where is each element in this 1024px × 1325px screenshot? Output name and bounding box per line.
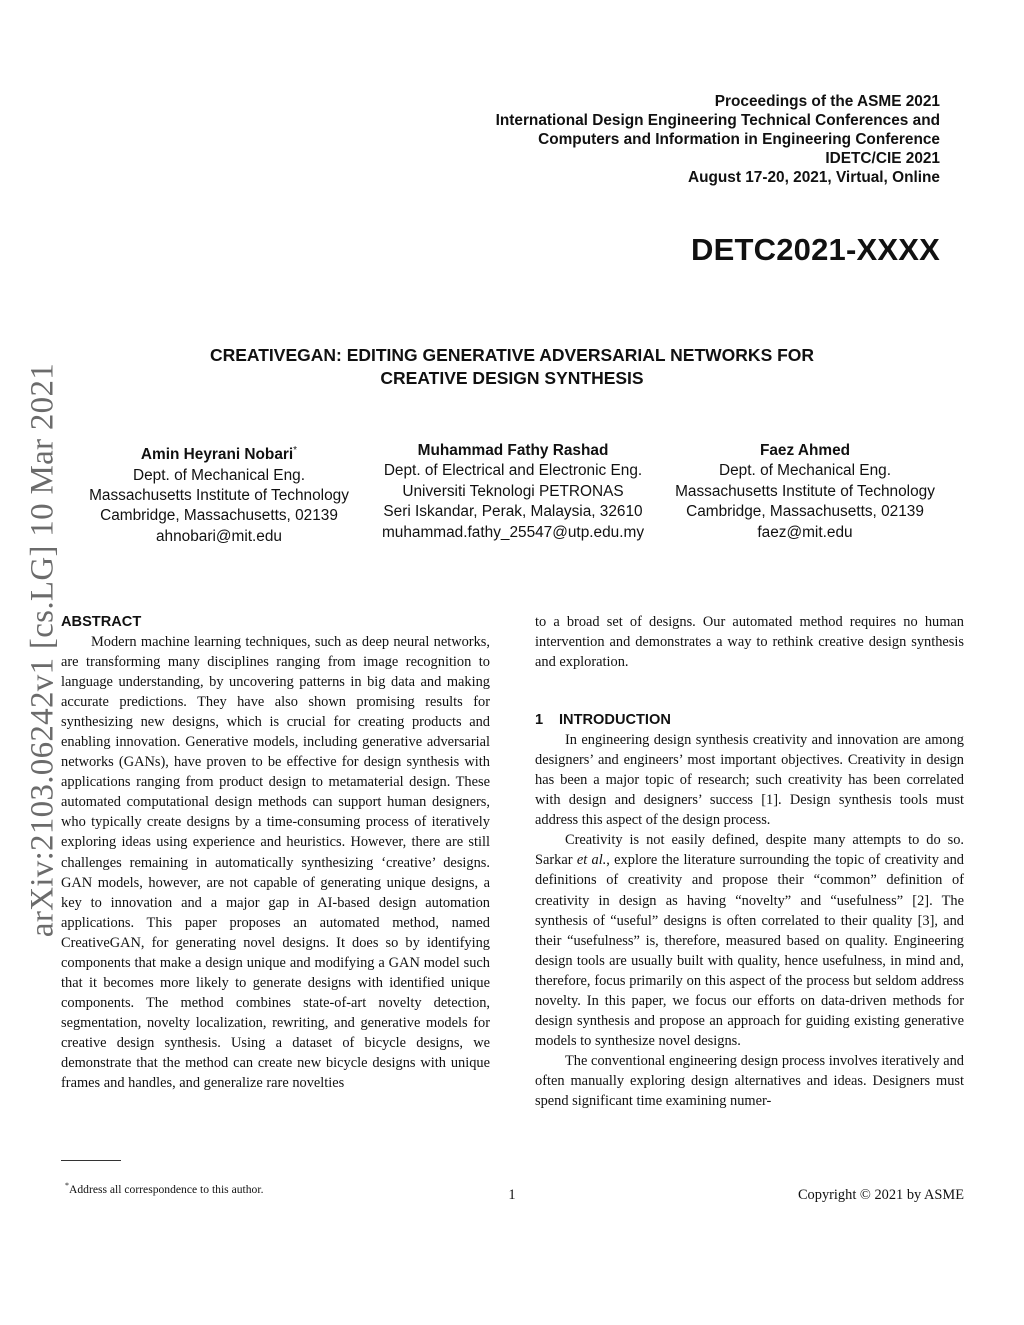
proceedings-line: Computers and Information in Engineering Conference (538, 131, 940, 148)
intro-paragraph (535, 830, 964, 1051)
intro-citation-etal: et al. (576, 852, 607, 869)
author-email: muhammad.fathy_25547@utp.edu.my (381, 523, 645, 541)
author-dept: Dept. of Mechanical Eng. (133, 466, 305, 484)
author-institution: Massachusetts Institute of Technology (89, 486, 349, 504)
copyright-notice: Copyright © 2021 by ASME (797, 1187, 964, 1203)
intro-paragraph: The conventional engineering design process involves iteratively and often manually exploring design alternatives and ideas. Designers must spend significant time examining numer- (535, 1052, 964, 1109)
author-name (89, 441, 349, 466)
footnote-mark: * (65, 1181, 69, 1190)
author-location: Seri Iskandar, Perak, Malaysia, 32610 (383, 503, 643, 521)
intro-text: Creativity is not easily defined, despite many attempts to do so. Sarkar (535, 832, 964, 869)
title-line: CREATIVE DESIGN SYNTHESIS (380, 368, 644, 388)
author-institution: Massachusetts Institute of Technology (675, 482, 935, 500)
footnote-text: Address all correspondence to this author. (69, 1182, 264, 1196)
author-dept: Dept. of Mechanical Eng. (719, 462, 891, 480)
page-number: 1 (508, 1187, 516, 1203)
section-number: 1 (535, 712, 544, 729)
abstract-heading: ABSTRACT (61, 614, 142, 630)
author-name-text: Amin Heyrani Nobari (140, 446, 294, 464)
intro-text: , explore the literature surrounding the topic of creativity and definitions of creativity and propose their “common” definition of creativity in design as having “novelty” and “usefulness” [2]. The synthesis of “useful” designs is often correlated to their quality [3], and their “usefulness” is, therefore, measured based on quality. Engineering design tools are usually built with quality, hence usefulness, in mind and, therefore, focus primarily on this aspect of the process but seldom address novelty. In this paper, we focus our efforts on data-driven methods for design synthesis and propose an approach for guiding existing generative models to synthesize novel designs. (535, 852, 965, 1049)
author-location: Cambridge, Massachusetts, 02139 (100, 507, 338, 525)
proceedings-line: August 17-20, 2021, Virtual, Online (687, 169, 940, 186)
proceedings-line: International Design Engineering Technical Conferences and (495, 112, 940, 129)
author-institution: Universiti Teknologi PETRONAS (402, 482, 624, 500)
author-email: faez@mit.edu (757, 523, 853, 541)
arxiv-stamp: arXiv:2103.06242v1 [cs.LG] 10 Mar 2021 (24, 362, 61, 938)
proceedings-header (496, 92, 940, 187)
title-line: CREATIVEGAN: EDITING GENERATIVE ADVERSARIAL NETWORKS FOR (209, 345, 815, 365)
introduction-heading (535, 710, 964, 730)
author-name: Muhammad Fathy Rashad (417, 442, 609, 459)
author-block (382, 441, 644, 543)
abstract-paragraph: Modern machine learning techniques, such as deep neural networks, are transforming many disciplines ranging from image recognition to language understanding, by uncovering patterns in big data and making accurate predictions. They have also shown promising results for synthesizing new designs, which is crucial for creating products and enabling innovation. Generative models, including generative adversarial networks (GANs), have proven to be effective for design synthesis with applications ranging from product design to metamaterial design. These automated computational design methods can support human designers, who typically create designs by a time-consuming process of iteratively exploring ideas using experience and heuristics. However, there are still challenges remaining in automatically synthesizing ‘creative’ designs. GAN models, however, are not capable of generating unique designs, a key to innovation and a major gap in AI-based design automation applications. This paper proposes an automated method, named CreativeGAN, for generating novel designs. It does so by identifying components that make a design unique and modifying a GAN model such that it becomes more likely to generate designs with identified unique components. The method combines state-of-art novelty detection, segmentation, novelty localization, rewriting, and generative models for creative design synthesis. Using a dataset of bicycle designs, we demonstrate that the method can create new bicycle designs with unique frames and handles, and generalize rare novelties (61, 634, 490, 1092)
abstract-continuation: to a broad set of designs. Our automated method requires no human intervention and demonstrates a way to rethink creative design synthesis and exploration. (535, 614, 964, 671)
author-dept: Dept. of Electrical and Electronic Eng. (383, 462, 643, 480)
author-block (89, 441, 349, 547)
proceedings-line: IDETC/CIE 2021 (825, 150, 940, 167)
paper-title (0, 344, 1024, 390)
author-footnote-mark: * (293, 445, 298, 456)
intro-paragraph: In engineering design synthesis creativity and innovation are among designers’ and engineers’ most important objectives. Creativity in design has been a major topic of research; such creativity has been correlated with design and designers’ success [1]. Design synthesis tools must address this aspect of the design process. (535, 732, 964, 829)
paper-id: DETC2021-XXXX (691, 232, 940, 267)
proceedings-line: Proceedings of the ASME 2021 (714, 93, 940, 110)
author-location: Cambridge, Massachusetts, 02139 (686, 503, 924, 521)
author-block (675, 441, 935, 543)
left-column (61, 612, 490, 1093)
author-name: Faez Ahmed (759, 442, 851, 459)
right-column (535, 612, 964, 1111)
footnote-rule (61, 1160, 121, 1161)
section-title: INTRODUCTION (559, 712, 671, 729)
author-email: ahnobari@mit.edu (155, 527, 282, 545)
